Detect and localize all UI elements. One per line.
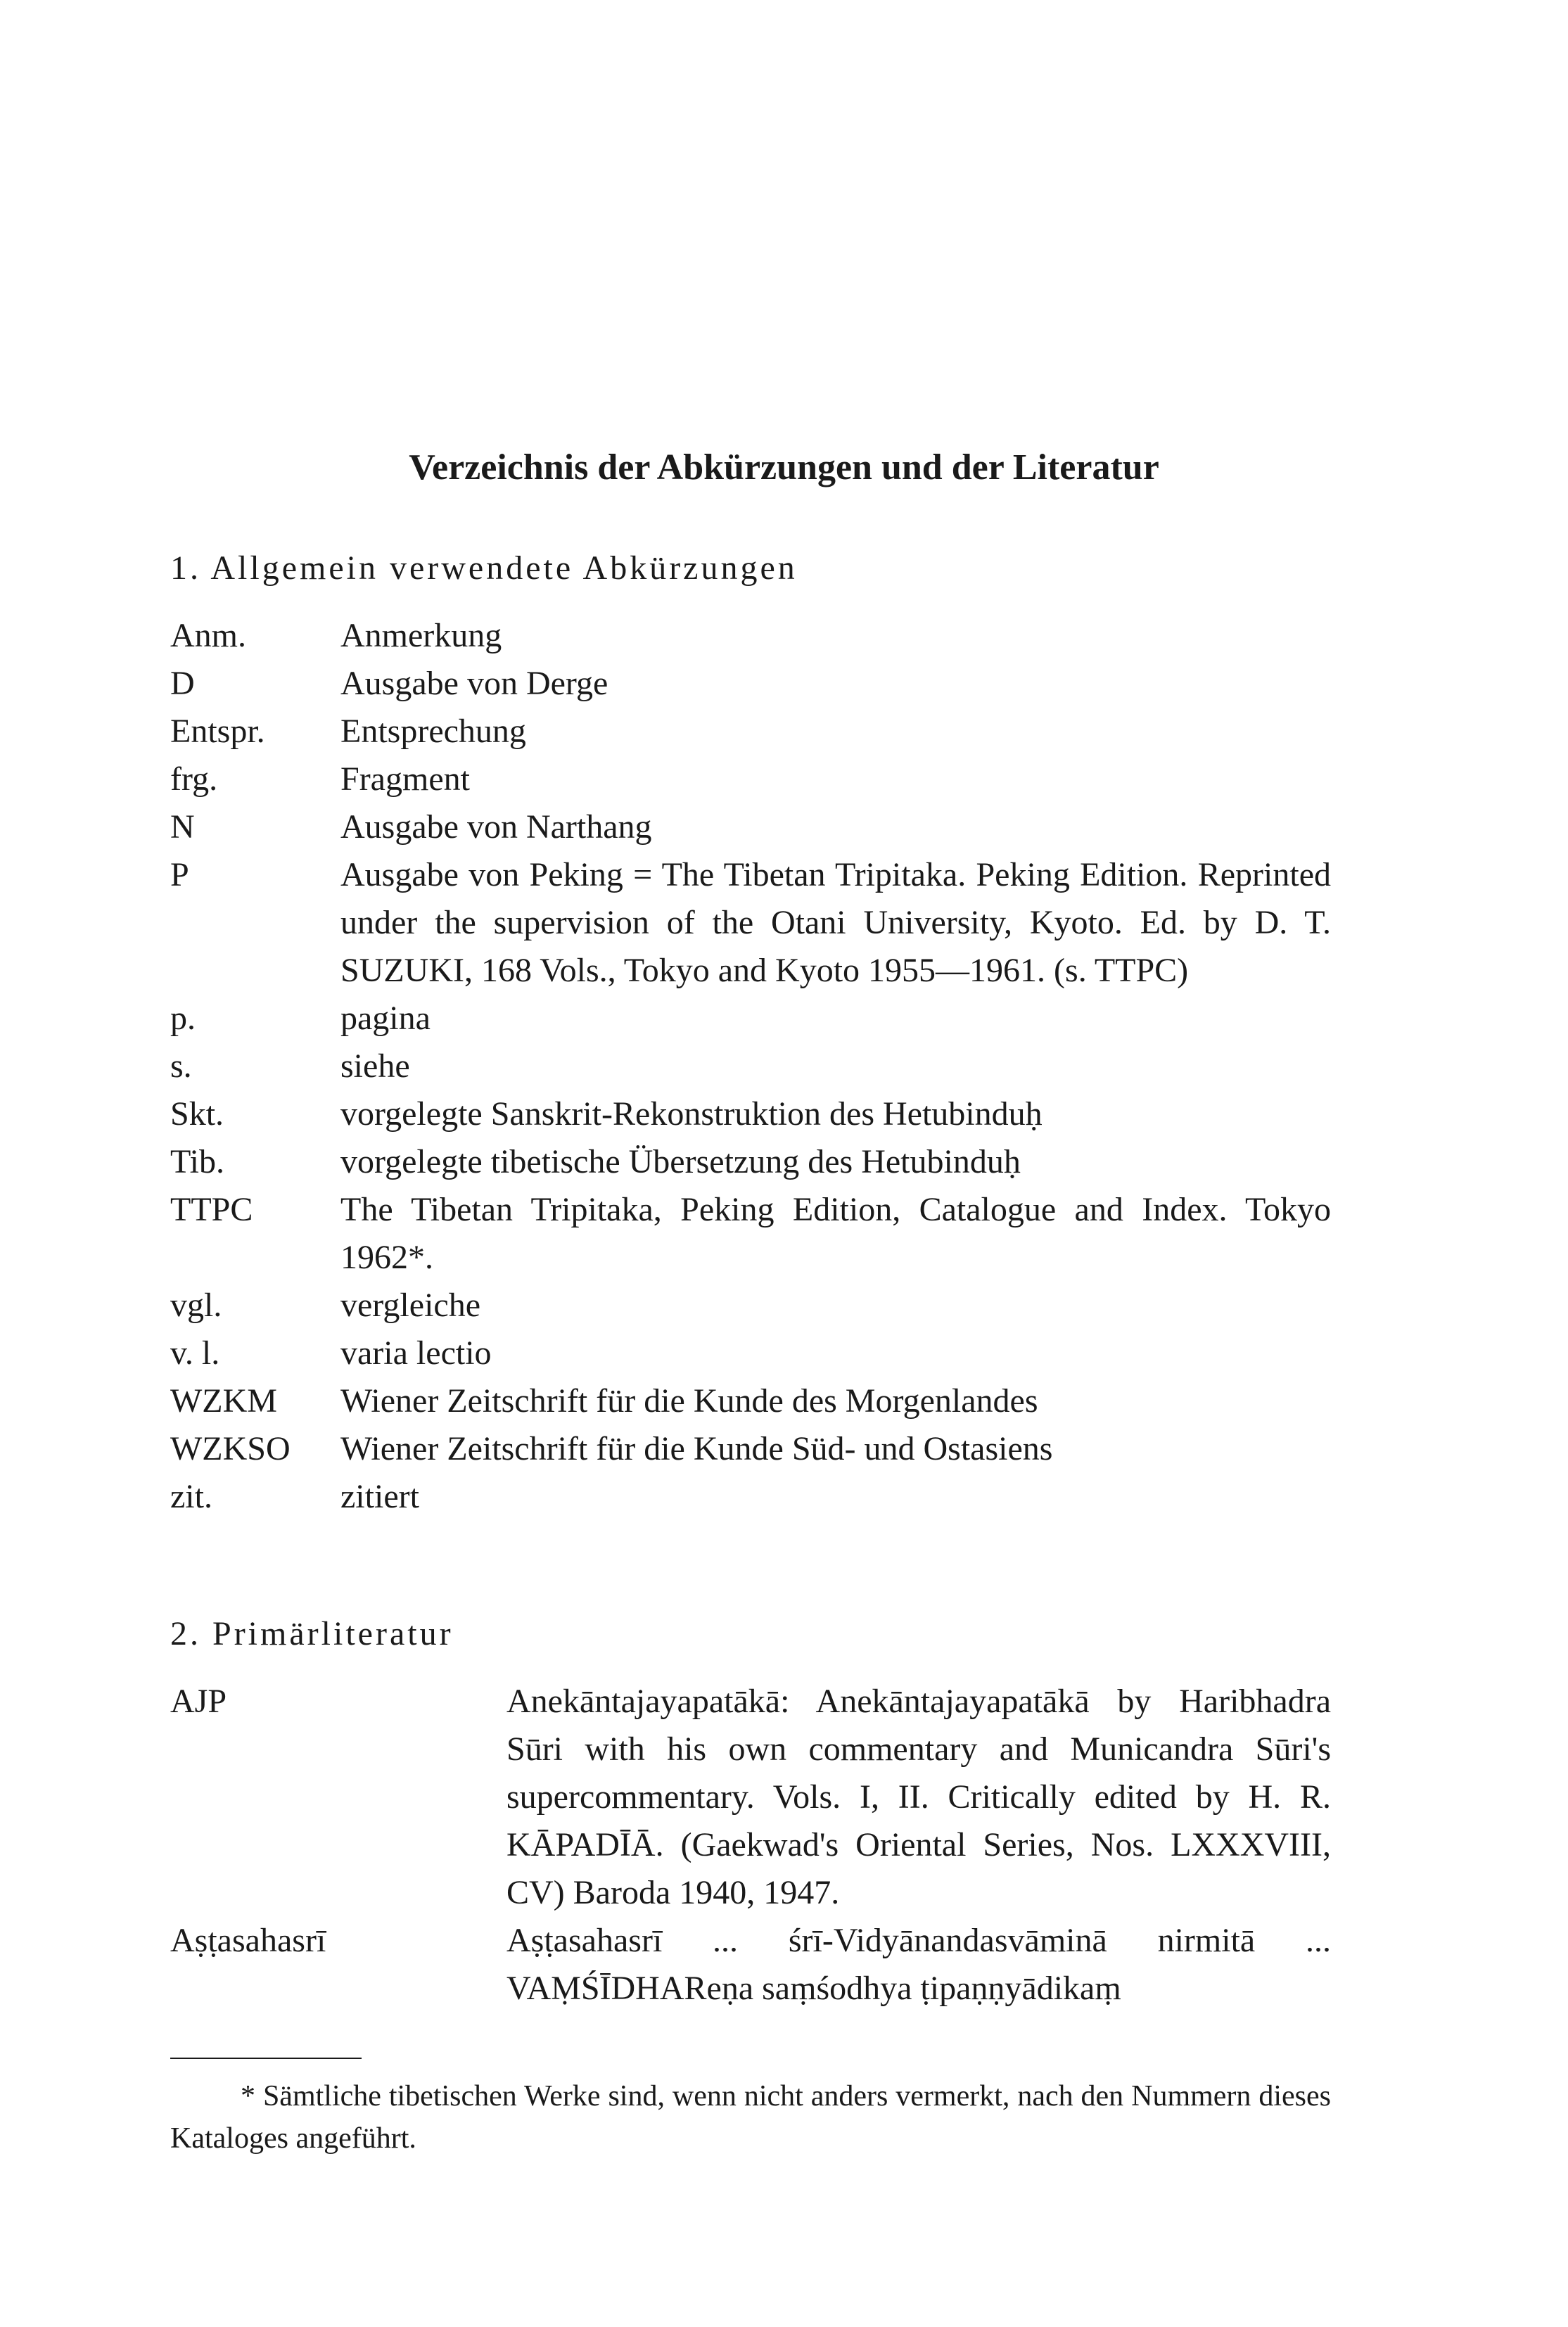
abbreviation: D bbox=[170, 665, 195, 702]
list-item bbox=[170, 612, 1331, 660]
abbreviation-meaning: Entsprechung bbox=[340, 713, 526, 750]
abbreviation-meaning: Ausgabe von Derge bbox=[340, 665, 608, 702]
abbreviation: s. bbox=[170, 1047, 192, 1085]
abbreviation: frg. bbox=[170, 760, 218, 798]
abbreviation: zit. bbox=[170, 1478, 212, 1515]
abbreviation-meaning: The Tibetan Tripitaka, Peking Edition, Catalogue and Index. Tokyo 1962*. bbox=[340, 1191, 1331, 1276]
abbreviation-meaning: Wiener Zeitschrift für die Kunde Süd- und Ostasiens bbox=[340, 1430, 1053, 1467]
abbreviation-meaning: pagina bbox=[340, 1000, 431, 1037]
list-item bbox=[170, 1330, 1331, 1377]
abbreviation: P bbox=[170, 856, 189, 893]
literature-abbreviation: AJP bbox=[170, 1683, 227, 1720]
abbreviation-meaning: Fragment bbox=[340, 760, 470, 798]
list-item bbox=[170, 1425, 1331, 1473]
list-item bbox=[170, 1377, 1331, 1425]
page-title: Verzeichnis der Abkürzungen und der Literatur bbox=[409, 447, 1159, 487]
list-item bbox=[170, 803, 1331, 851]
abbreviation: TTPC bbox=[170, 1191, 253, 1228]
section-heading-primary-literature: 2. Primärliteratur bbox=[170, 1615, 454, 1652]
abbreviation-meaning: zitiert bbox=[340, 1478, 419, 1515]
literature-reference: Aṣṭasahasrī ... śrī-Vidyānandasvāminā nirmitā ... VAṂŚĪDHAReṇa saṃśodhya ṭipaṇṇyādikaṃ bbox=[506, 1922, 1331, 2007]
abbreviation-meaning: Anmerkung bbox=[340, 617, 502, 654]
abbreviation: vgl. bbox=[170, 1287, 222, 1324]
abbreviation-meaning: varia lectio bbox=[340, 1334, 492, 1372]
abbreviation: WZKM bbox=[170, 1382, 277, 1420]
literature-reference: Anekāntajayapatākā: Anekāntajayapatākā by Haribhadra Sūri with his own commentary and Municandra Sūri's supercommentary. Vols. I, II. Critically edited by H. R. KĀPADĪĀ. (Gaekwad's Oriental Series, Nos. LXXXVIII, CV) Baroda 1940, 1947. bbox=[506, 1683, 1331, 1911]
list-item bbox=[170, 851, 1331, 995]
abbreviation-meaning: vergleiche bbox=[340, 1287, 481, 1324]
list-item bbox=[170, 1282, 1331, 1330]
abbreviation-meaning: Ausgabe von Peking = The Tibetan Tripitaka. Peking Edition. Reprinted under the supervision of the Otani University, Kyoto. Ed. by D. T. SUZUKI, 168 Vols., Tokyo and Kyoto 1955—1961. (s. TTPC) bbox=[340, 856, 1331, 989]
abbreviation: WZKSO bbox=[170, 1430, 291, 1467]
list-item bbox=[170, 1186, 1331, 1282]
abbreviation-meaning: Ausgabe von Narthang bbox=[340, 808, 652, 846]
abbreviation-list bbox=[170, 612, 1331, 1521]
literature-list bbox=[170, 1678, 1331, 2013]
abbreviation-meaning: vorgelegte Sanskrit-Rekonstruktion des Hetubinduḥ bbox=[340, 1095, 1043, 1133]
footnote: * Sämtliche tibetischen Werke sind, wenn nicht anders vermerkt, nach den Nummern dieses Kataloges angeführt. bbox=[170, 2080, 1331, 2155]
literature-abbreviation: Aṣṭasahasrī bbox=[170, 1922, 326, 1959]
list-item bbox=[170, 1138, 1331, 1186]
abbreviation: Skt. bbox=[170, 1095, 224, 1133]
abbreviation: v. l. bbox=[170, 1334, 220, 1372]
list-item bbox=[170, 1917, 1331, 2013]
abbreviation-meaning: Wiener Zeitschrift für die Kunde des Morgenlandes bbox=[340, 1382, 1038, 1420]
abbreviation: Anm. bbox=[170, 617, 246, 654]
abbreviation: p. bbox=[170, 1000, 196, 1037]
abbreviation-meaning: vorgelegte tibetische Übersetzung des Hetubinduḥ bbox=[340, 1143, 1021, 1180]
list-item bbox=[170, 708, 1331, 756]
abbreviation-meaning: siehe bbox=[340, 1047, 410, 1085]
abbreviation: N bbox=[170, 808, 195, 846]
abbreviation: Entspr. bbox=[170, 713, 265, 750]
list-item bbox=[170, 995, 1331, 1043]
list-item bbox=[170, 1678, 1331, 1917]
list-item bbox=[170, 756, 1331, 803]
section-heading-abbreviations: 1. Allgemein verwendete Abkürzungen bbox=[170, 549, 798, 587]
list-item bbox=[170, 1043, 1331, 1090]
footnote-divider bbox=[170, 2058, 362, 2059]
list-item bbox=[170, 660, 1331, 708]
abbreviation: Tib. bbox=[170, 1143, 224, 1180]
list-item bbox=[170, 1090, 1331, 1138]
list-item bbox=[170, 1473, 1331, 1521]
